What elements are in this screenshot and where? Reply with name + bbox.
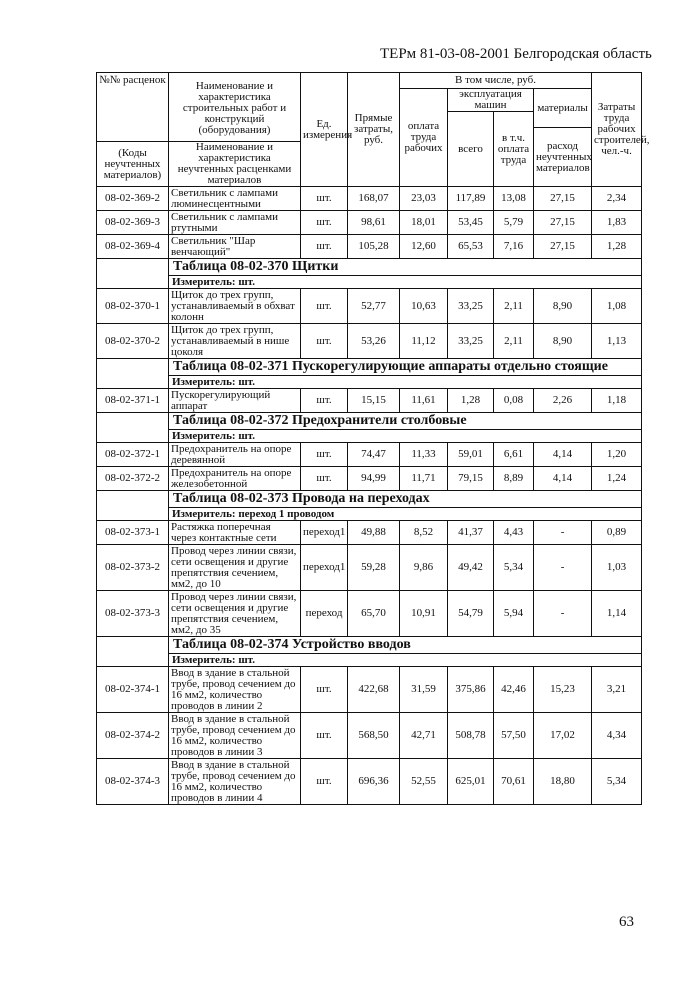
measure-row [97,508,642,521]
measure-row [97,654,642,667]
labor-pay: 8,52 [400,521,448,545]
rate-code: 08-02-374-2 [97,713,169,759]
labor-pay: 11,71 [400,467,448,491]
labor-pay: 18,01 [400,211,448,235]
unit-cell: шт. [301,759,348,805]
labor-pay: 11,12 [400,324,448,359]
machines-total: 79,15 [448,467,494,491]
work-name: Ввод в здание в стальной трубе, провод сечением до 16 мм2, количество проводов в линии 4 [169,759,301,805]
labor-hours: 1,24 [592,467,642,491]
materials-cost: 2,26 [534,389,592,413]
section-title-row [97,413,642,430]
labor-hours: 1,18 [592,389,642,413]
machines-total: 1,28 [448,389,494,413]
rate-code: 08-02-369-3 [97,211,169,235]
labor-pay: 23,03 [400,187,448,211]
col-name-header [169,73,301,142]
section-title-spacer [97,259,169,276]
measure-label: Измеритель: шт. [169,430,642,443]
direct-cost: 422,68 [348,667,400,713]
rate-code: 08-02-369-4 [97,235,169,259]
measure-row [97,276,642,289]
machines-labor: 5,94 [494,591,534,637]
table-row [97,667,642,713]
rate-code: 08-02-372-2 [97,467,169,491]
unit-cell: переход1 [301,545,348,591]
col-materials-unacc-header: расход неучтенных материалов [534,128,592,187]
table-row [97,289,642,324]
measure-spacer [97,276,169,289]
col-machines-total-header: всего [448,112,494,187]
labor-hours: 1,13 [592,324,642,359]
table-row [97,521,642,545]
section-title: Таблица 08-02-370 Щитки [169,259,642,276]
table-row [97,389,642,413]
machines-labor: 57,50 [494,713,534,759]
section-title-spacer [97,413,169,430]
col-name-top: Наименование и характеристика строительных работ и конструкций (оборудования) [182,79,287,136]
direct-cost: 696,36 [348,759,400,805]
machines-total: 41,37 [448,521,494,545]
labor-pay: 10,63 [400,289,448,324]
col-incl-header: В том числе, руб. [400,73,592,89]
rate-code: 08-02-373-1 [97,521,169,545]
rate-code: 08-02-370-2 [97,324,169,359]
machines-labor: 70,61 [494,759,534,805]
table-row [97,591,642,637]
section-title-spacer [97,491,169,508]
machines-labor: 6,61 [494,443,534,467]
labor-hours: 4,34 [592,713,642,759]
labor-pay: 42,71 [400,713,448,759]
work-name: Предохранитель на опоре деревянной [169,443,301,467]
labor-hours: 1,28 [592,235,642,259]
materials-cost: 15,23 [534,667,592,713]
section-title-spacer [97,637,169,654]
materials-cost: - [534,545,592,591]
labor-hours: 1,14 [592,591,642,637]
unit-cell: шт. [301,324,348,359]
direct-cost: 568,50 [348,713,400,759]
machines-labor: 5,34 [494,545,534,591]
work-name: Пускорегулирующий аппарат [169,389,301,413]
direct-cost: 59,28 [348,545,400,591]
section-title: Таблица 08-02-372 Предохранители столбовые [169,413,642,430]
unit-cell: шт. [301,211,348,235]
machines-total: 117,89 [448,187,494,211]
section-title-spacer [97,359,169,376]
unit-cell: шт. [301,187,348,211]
rate-code: 08-02-374-1 [97,667,169,713]
measure-label: Измеритель: переход 1 проводом [169,508,642,521]
rate-code: 08-02-372-1 [97,443,169,467]
labor-hours: 1,03 [592,545,642,591]
work-name: Щиток до трех групп, устанавливаемый в обхват колонн [169,289,301,324]
machines-total: 49,42 [448,545,494,591]
measure-spacer [97,376,169,389]
measure-row [97,376,642,389]
work-name: Светильник с лампами люминесцентными [169,187,301,211]
rate-code: 08-02-371-1 [97,389,169,413]
section-title-row [97,359,642,376]
col-machines-header: эксплуатация машин [448,89,534,112]
table-row [97,187,642,211]
col-labor-pay-header: оплата труда рабочих [400,89,448,187]
direct-cost: 52,77 [348,289,400,324]
unit-cell: шт. [301,713,348,759]
machines-labor: 0,08 [494,389,534,413]
machines-labor: 13,08 [494,187,534,211]
machines-labor: 7,16 [494,235,534,259]
measure-spacer [97,430,169,443]
direct-cost: 65,70 [348,591,400,637]
machines-total: 33,25 [448,324,494,359]
machines-total: 53,45 [448,211,494,235]
labor-pay: 9,86 [400,545,448,591]
work-name: Растяжка поперечная через контактные сети [169,521,301,545]
table-row [97,324,642,359]
direct-cost: 98,61 [348,211,400,235]
rate-code: 08-02-373-2 [97,545,169,591]
direct-cost: 53,26 [348,324,400,359]
labor-hours: 0,89 [592,521,642,545]
machines-total: 59,01 [448,443,494,467]
page-number: 63 [619,914,634,930]
section-title-row [97,259,642,276]
measure-label: Измеритель: шт. [169,654,642,667]
materials-cost: 18,80 [534,759,592,805]
measure-row [97,430,642,443]
measure-spacer [97,508,169,521]
section-title-row [97,491,642,508]
rate-code: 08-02-369-2 [97,187,169,211]
rate-code: 08-02-374-3 [97,759,169,805]
section-title: Таблица 08-02-373 Провода на переходах [169,491,642,508]
labor-pay: 52,55 [400,759,448,805]
rate-code: 08-02-370-1 [97,289,169,324]
labor-pay: 10,91 [400,591,448,637]
measure-spacer [97,654,169,667]
col-code-top: №№ расценок [99,74,166,86]
machines-labor: 4,43 [494,521,534,545]
labor-pay: 11,33 [400,443,448,467]
machines-labor: 8,89 [494,467,534,491]
labor-hours: 2,34 [592,187,642,211]
unit-cell: шт. [301,289,348,324]
materials-cost: 27,15 [534,187,592,211]
unit-cell: шт. [301,443,348,467]
col-direct-header: Прямые затраты, руб. [348,73,400,187]
work-name: Предохранитель на опоре железобетонной [169,467,301,491]
materials-cost: - [534,521,592,545]
materials-cost: 4,14 [534,467,592,491]
direct-cost: 49,88 [348,521,400,545]
materials-cost: 17,02 [534,713,592,759]
materials-cost: 8,90 [534,289,592,324]
col-labor-cost-header: Затраты труда рабочих строителей, чел.-ч. [592,73,642,187]
direct-cost: 168,07 [348,187,400,211]
table-row [97,713,642,759]
running-header: ТЕРм 81-03-08-2001 Белгородская область [380,46,652,62]
rates-table [96,72,650,805]
direct-cost: 94,99 [348,467,400,491]
work-name: Щиток до трех групп, устанавливаемый в нише цоколя [169,324,301,359]
unit-cell: шт. [301,389,348,413]
labor-pay: 11,61 [400,389,448,413]
table-row [97,211,642,235]
measure-label: Измеритель: шт. [169,376,642,389]
table-row [97,759,642,805]
unit-cell: переход [301,591,348,637]
labor-hours: 1,83 [592,211,642,235]
work-name: Провод через линии связи, сети освещения и другие препятствия сечением, мм2, до 35 [169,591,301,637]
section-title: Таблица 08-02-374 Устройство вводов [169,637,642,654]
work-name: Ввод в здание в стальной трубе, провод сечением до 16 мм2, количество проводов в линии 2 [169,667,301,713]
work-name: Ввод в здание в стальной трубе, провод сечением до 16 мм2, количество проводов в линии 3 [169,713,301,759]
machines-total: 54,79 [448,591,494,637]
unit-cell: шт. [301,235,348,259]
materials-cost: - [534,591,592,637]
section-title: Таблица 08-02-371 Пускорегулирующие аппараты отдельно стоящие [169,359,642,376]
table-row [97,545,642,591]
materials-cost: 27,15 [534,235,592,259]
unit-cell: переход1 [301,521,348,545]
machines-labor: 5,79 [494,211,534,235]
materials-cost: 27,15 [534,211,592,235]
materials-cost: 8,90 [534,324,592,359]
work-name: Светильник "Шар венчающий" [169,235,301,259]
direct-cost: 105,28 [348,235,400,259]
header-row-1 [97,73,642,89]
table-row [97,443,642,467]
machines-total: 65,53 [448,235,494,259]
direct-cost: 15,15 [348,389,400,413]
rates-table-body [97,73,650,805]
col-name-bottom: Наименование и характеристика неучтенных расценками материалов [169,142,301,187]
unit-cell: шт. [301,467,348,491]
materials-cost: 4,14 [534,443,592,467]
labor-hours: 3,21 [592,667,642,713]
labor-hours: 1,08 [592,289,642,324]
machines-labor: 2,11 [494,289,534,324]
measure-label: Измеритель: шт. [169,276,642,289]
col-materials-header: материалы [534,89,592,128]
work-name: Провод через линии связи, сети освещения и другие препятствия сечением, мм2, до 10 [169,545,301,591]
machines-total: 375,86 [448,667,494,713]
work-name: Светильник с лампами ртутными [169,211,301,235]
labor-hours: 1,20 [592,443,642,467]
table-row [97,235,642,259]
machines-labor: 42,46 [494,667,534,713]
direct-cost: 74,47 [348,443,400,467]
labor-hours: 5,34 [592,759,642,805]
section-title-row [97,637,642,654]
col-code-bottom: (Коды неучтенных материалов) [97,142,169,187]
unit-cell: шт. [301,667,348,713]
labor-pay: 12,60 [400,235,448,259]
machines-labor: 2,11 [494,324,534,359]
rate-code: 08-02-373-3 [97,591,169,637]
col-machines-incl-header: в т.ч. оплата труда [494,112,534,187]
labor-pay: 31,59 [400,667,448,713]
col-code-header [97,73,169,142]
col-unit-header: Ед. измерения [301,73,348,187]
machines-total: 625,01 [448,759,494,805]
machines-total: 33,25 [448,289,494,324]
machines-total: 508,78 [448,713,494,759]
table-row [97,467,642,491]
